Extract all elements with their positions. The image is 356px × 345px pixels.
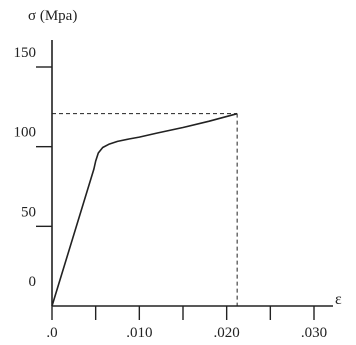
x-axis-label: ε	[335, 291, 342, 308]
stress-strain-curve	[52, 114, 237, 306]
reference-lines	[52, 114, 237, 306]
axes	[52, 40, 333, 306]
y-tick-label: 50	[21, 204, 36, 221]
x-tick-label: .020	[213, 325, 240, 341]
x-tick-label: .0	[46, 325, 58, 341]
x-tick-label: .010	[126, 325, 153, 341]
data-series	[52, 114, 237, 306]
y-tick-label: 0	[28, 274, 36, 290]
y-tick-label: 100	[13, 124, 36, 141]
tick-marks	[14, 45, 328, 341]
y-tick-label: 150	[13, 45, 36, 61]
y-axis-label: σ (Mpa)	[28, 8, 78, 24]
x-tick-label: .030	[300, 325, 328, 341]
